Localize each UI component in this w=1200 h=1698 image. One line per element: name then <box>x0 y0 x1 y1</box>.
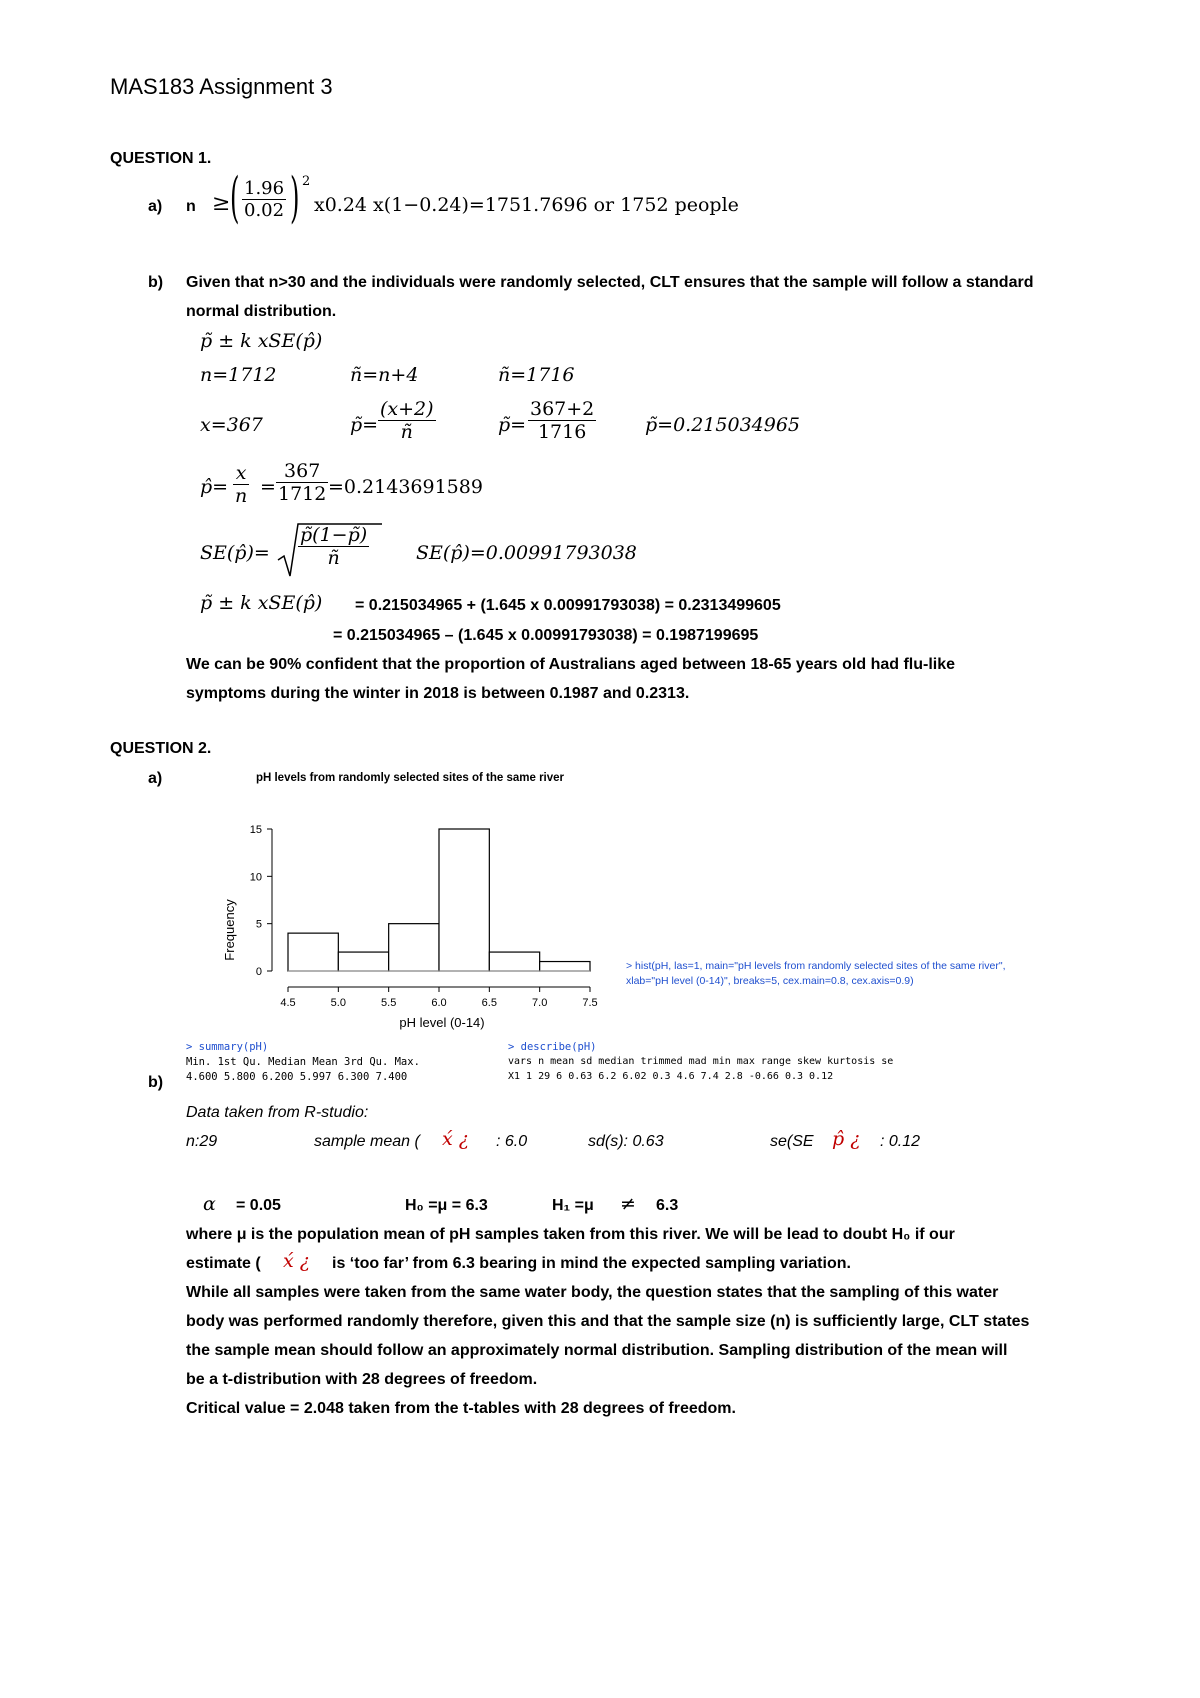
q2b-critical-value: Critical value = 2.048 taken from the t-tables with 28 degrees of freedom. <box>186 1400 736 1417</box>
histogram-y-tick-label: 5 <box>255 918 262 931</box>
q2b-se-label: se(SE <box>770 1133 814 1150</box>
histogram-y-tick-label: 15 <box>249 824 262 836</box>
q1a-exponent: 2 <box>302 174 311 189</box>
q1b-text-line2: normal distribution. <box>186 303 337 320</box>
r-summary-command: > summary(pH) <box>186 1041 269 1053</box>
r-summary-header: Min. 1st Qu. Median Mean 3rd Qu. Max. <box>186 1056 420 1068</box>
q1b-se-lhs: SE(p̂)= <box>200 542 270 564</box>
q1a-numerator: 1.96 <box>244 178 285 199</box>
q1b-formula-ptilde-fraction <box>378 398 436 443</box>
question-2-heading: QUESTION 2. <box>110 740 212 757</box>
q1b-formula-n: n=1712 <box>200 364 277 386</box>
histogram-bar <box>288 933 338 971</box>
q1a-denominator: 0.02 <box>244 200 285 221</box>
r-summary-values: 4.600 5.800 6.200 5.997 6.300 7.400 <box>186 1071 408 1083</box>
q2b-sd: sd(s): 0.63 <box>588 1133 664 1150</box>
r-hist-command-line2: xlab="pH level (0-14)", breaks=5, cex.main=0.8, cex.axis=0.9) <box>626 975 914 987</box>
question-1-heading: QUESTION 1. <box>110 150 212 167</box>
histogram-y-tick-label: 0 <box>255 966 262 978</box>
histogram-bar <box>338 952 388 971</box>
q1b-ptilde-denominator: ñ <box>400 421 413 443</box>
q1b-upper-bound: = 0.215034965 + (1.645 x 0.00991793038) = 0.2313499605 <box>355 597 781 614</box>
r-hist-command-line1: > hist(pH, las=1, main="pH levels from randomly selected sites of the same river", <box>626 960 1006 972</box>
histogram-bar <box>389 924 439 971</box>
q2b-text-line5: the sample mean should follow an approximately normal distribution. Sampling distribution of the mean will <box>186 1342 1008 1359</box>
q2b-alpha-value: = 0.05 <box>236 1197 281 1214</box>
document-title: MAS183 Assignment 3 <box>110 74 333 99</box>
q1b-label: b) <box>148 274 164 291</box>
q1a-geq: ≥ <box>212 191 231 216</box>
q2b-alt-value: 6.3 <box>656 1197 679 1214</box>
q1b-ptilde2-denominator: 1716 <box>537 421 587 443</box>
ph-histogram <box>200 765 620 1035</box>
q1b-text-line1: Given that n>30 and the individuals were randomly selected, CLT ensures that the sample will follow a standard <box>186 274 1034 291</box>
q1b-formula-ptilde2-lhs: p̃= <box>498 414 527 436</box>
q2b-estimate-symbol: x́ ¿ <box>283 1250 310 1272</box>
histogram-y-label: Frequency <box>222 899 237 961</box>
q1b-formula-ntilde-def: ñ=n+4 <box>350 364 419 386</box>
q1a-n: n <box>186 198 196 215</box>
q1a-expression: x0.24 x(1−0.24)=1751.7696 or 1752 people <box>314 194 739 216</box>
q1b-phat-fraction2 <box>276 460 328 505</box>
q1-conclusion-line1: We can be 90% confident that the proportion of Australians aged between 18-65 years old had flu-like <box>186 656 956 673</box>
histogram-y-tick-label: 10 <box>249 871 262 884</box>
q1b-se-denominator: ñ <box>327 547 340 569</box>
r-describe-header: vars n mean sd median trimmed mad min max range skew kurtosis se <box>508 1056 894 1067</box>
q1b-formula-ptilde2-fraction <box>528 398 596 443</box>
histogram-bar <box>540 962 590 971</box>
q1b-ptilde2-numerator: 367+2 <box>530 398 595 420</box>
q1b-phat-num2: 367 <box>276 460 328 483</box>
q1b-formula-interval2: p̃ ± k xSE(p̂) <box>200 592 323 614</box>
q1b-formula-ptilde-lhs: p̃= <box>350 414 379 436</box>
q1b-formula-ntilde-val: ñ=1716 <box>498 364 575 386</box>
q2b-mean-value: : 6.0 <box>496 1133 528 1150</box>
q1b-se-numerator: p̃(1−p̃) <box>300 524 368 546</box>
q1a-fraction <box>242 178 286 221</box>
q2b-text-line1: where μ is the population mean of pH samples taken from this river. We will be lead to doubt H₀ if our <box>186 1226 955 1243</box>
q2b-mean-label: sample mean ( <box>314 1133 420 1150</box>
q1b-phat-fraction1 <box>233 462 249 507</box>
r-describe-values: X1 1 29 6 0.63 6.2 6.02 0.3 4.6 7.4 2.8 -0.66 0.3 0.12 <box>508 1071 834 1082</box>
q2b-text-line2-start: estimate ( <box>186 1255 261 1272</box>
q1b-se-result: SE(p̂)=0.00991793038 <box>416 542 637 564</box>
q2b-se-symbol: p̂ ¿ <box>832 1128 861 1150</box>
histogram-x-tick-label: 5.0 <box>330 997 346 1009</box>
q1b-phat-result: =0.2143691589 <box>328 476 483 498</box>
q2b-data-source: Data taken from R-studio: <box>186 1104 369 1121</box>
histogram-x-tick-label: 6.5 <box>481 997 497 1009</box>
q1b-phat-num1: x <box>233 462 249 485</box>
r-describe-command: > describe(pH) <box>508 1041 597 1053</box>
q2b-null-hypothesis: H₀ =μ = 6.3 <box>405 1197 488 1214</box>
q1b-formula-phat-lhs: p̂= <box>200 476 229 498</box>
q2b-n: n:29 <box>186 1133 218 1150</box>
histogram-x-tick-label: 4.5 <box>280 997 296 1009</box>
q2b-text-line4: body was performed randomly therefore, given this and that the sample size (n) is sufficiently large, CLT states <box>186 1313 1030 1330</box>
q2a-label: a) <box>148 770 163 787</box>
q1b-formula-x: x=367 <box>200 414 263 436</box>
q2b-text-line6: be a t-distribution with 28 degrees of freedom. <box>186 1371 538 1388</box>
q1b-formula-interval: p̃ ± k xSE(p̂) <box>200 330 323 352</box>
histogram-title: pH levels from randomly selected sites of the same river <box>255 772 565 784</box>
histogram-x-tick-label: 6.0 <box>431 997 447 1009</box>
q2b-se-value: : 0.12 <box>880 1133 921 1150</box>
histogram-x-label: pH level (0-14) <box>399 1015 485 1030</box>
q2b-label: b) <box>148 1074 164 1091</box>
q1a-paren-right: ) <box>290 166 300 229</box>
histogram-x-tick-label: 7.0 <box>532 997 548 1009</box>
q1b-formula-ptilde-val: p̃=0.215034965 <box>645 414 801 436</box>
histogram-x-tick-label: 7.5 <box>582 997 598 1009</box>
q1-conclusion-line2: symptoms during the winter in 2018 is between 0.1987 and 0.2313. <box>186 685 690 702</box>
q1b-phat-den1: n <box>235 485 248 507</box>
q1b-lower-bound: = 0.215034965 – (1.645 x 0.00991793038) = 0.1987199695 <box>333 627 759 644</box>
q1b-ptilde-numerator: (x+2) <box>380 398 434 420</box>
histogram-bar <box>439 829 489 971</box>
q2b-mean-symbol: x́ ¿ <box>442 1128 469 1150</box>
q1a-label: a) <box>148 198 163 215</box>
q1b-se-fraction <box>298 524 369 569</box>
histogram-x-tick-label: 5.5 <box>381 997 397 1009</box>
q2b-alt-hypothesis: H₁ =μ <box>552 1197 594 1214</box>
q2b-alpha-symbol: α <box>203 1193 216 1215</box>
q2b-text-line3: While all samples were taken from the same water body, the question states that the sampling of this water <box>186 1284 999 1301</box>
q1b-phat-eq: = <box>260 476 276 498</box>
q1b-phat-den2: 1712 <box>278 483 327 505</box>
histogram-bar <box>489 952 539 971</box>
q2b-not-equal: ≠ <box>620 1193 636 1215</box>
q1a-paren-left: ( <box>230 166 240 229</box>
q2b-text-line2-end: is ‘too far’ from 6.3 bearing in mind the expected sampling variation. <box>332 1255 851 1272</box>
